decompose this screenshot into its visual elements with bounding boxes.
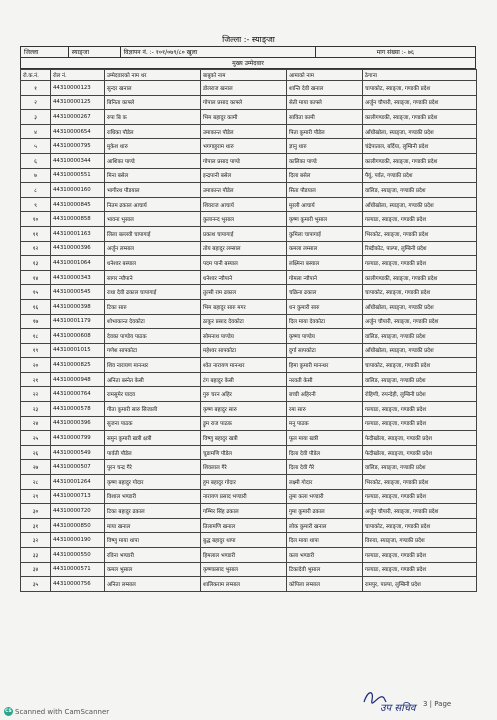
table-row — [21, 168, 477, 183]
table-cell: 44310000825 — [51, 358, 105, 373]
table-cell: टिकादेवी भुसाल — [287, 562, 363, 577]
table-cell: १४ — [21, 270, 51, 285]
table-cell: मुकेश थारु — [105, 139, 201, 154]
notice-label: विज्ञापन नं. :- १०१/०७९/८० खुला — [121, 47, 316, 57]
table-cell: अर्जुन लम्साल — [105, 241, 201, 256]
district-value: स्याङ्जा — [69, 47, 121, 57]
table-cell: गल्याङ, स्याङ्जा, गण्डकी प्रदेश — [363, 212, 477, 227]
table-row — [21, 402, 477, 417]
table-cell: कृष्ण बहादुर सारु — [201, 402, 287, 417]
table-cell: श्वेत नारायण मानन्धर — [201, 358, 287, 373]
table-cell: 44310000795 — [51, 139, 105, 154]
table-cell: टिका सारु — [105, 299, 201, 314]
table-cell: ४ — [21, 124, 51, 139]
table-cell: २ — [21, 95, 51, 110]
table-cell: 44310000713 — [51, 489, 105, 504]
table-cell: देवका पाण्डेय पाठक — [105, 329, 201, 344]
table-cell: टिका बहादुर ढकाल — [105, 504, 201, 519]
table-cell: कमला लम्साल — [287, 241, 363, 256]
table-cell: 44310000549 — [51, 445, 105, 460]
table-cell: सिता पौडयाल — [287, 183, 363, 198]
table-cell: शिव नारायण मानन्धर — [105, 358, 201, 373]
scanner-watermark — [4, 707, 109, 716]
table-cell: ३५ — [21, 577, 51, 592]
table-cell: हिमा कुमारी मानन्धर — [287, 358, 363, 373]
table-cell: ११ — [21, 226, 51, 241]
table-cell: गल्याङ, स्याङ्जा, गण्डकी प्रदेश — [363, 562, 477, 577]
table-row — [21, 124, 477, 139]
table-row — [21, 343, 477, 358]
table-cell: कालीगण्डकी, स्याङ्जा, गण्डकी प्रदेश — [363, 270, 477, 285]
table-cell: २१ — [21, 372, 51, 387]
table-cell: पदम पानी बस्याल — [201, 256, 287, 271]
table-cell: बुद्ध बहादुर थापा — [201, 533, 287, 548]
table-cell: फेदीखोला, स्याङ्जा, गण्डकी प्रदेश — [363, 445, 477, 460]
table-cell: ३ — [21, 110, 51, 125]
table-cell: ९ — [21, 197, 51, 212]
table-cell: गोपाल प्रसाद पाण्डे — [201, 153, 287, 168]
table-row — [21, 489, 477, 504]
table-cell: भिरकोट, स्याङ्जा, गण्डकी प्रदेश — [363, 475, 477, 490]
table-cell: ३२ — [21, 533, 51, 548]
table-cell: वालिङ, स्याङ्जा, गण्डकी प्रदेश — [363, 183, 477, 198]
table-cell: २७ — [21, 460, 51, 475]
table-cell: गुमा कुमारी ढकाल — [287, 504, 363, 519]
table-cell: लक्ष्मिना बस्याल — [287, 256, 363, 271]
table-cell: अर्जुन चौपारी, स्याङ्जा, गण्डकी प्रदेश — [363, 504, 477, 519]
table-cell: फेदीखोला, स्याङ्जा, गण्डकी प्रदेश — [363, 431, 477, 446]
table-cell: कालीगण्डकी, स्याङ्जा, गण्डकी प्रदेश — [363, 110, 477, 125]
table-cell: 44310000845 — [51, 197, 105, 212]
table-cell: ५ — [21, 139, 51, 154]
table-row — [21, 95, 477, 110]
table-row — [21, 358, 477, 373]
table-cell: धन कुमारी सारु — [287, 299, 363, 314]
table-cell: ८ — [21, 183, 51, 198]
table-cell: 44310001264 — [51, 475, 105, 490]
table-cell: कृष्ण बहादुर गोदार — [105, 475, 201, 490]
demand-label: माग संख्या :- ७६ — [376, 49, 414, 56]
table-cell: कृष्णा पाण्डेय — [287, 329, 363, 344]
table-cell: १० — [21, 212, 51, 227]
table-cell: १५ — [21, 285, 51, 300]
table-cell: दिल माया थापा — [287, 533, 363, 548]
table-cell: कुलानन्द भुसाल — [201, 212, 287, 227]
table-row — [21, 110, 477, 125]
scanner-text: Scanned with CamScanner — [15, 707, 110, 716]
table-cell: तिलामणि खनाल — [201, 518, 287, 533]
table-cell: 44310000654 — [51, 124, 105, 139]
table-cell: बिनिता काफ्ले — [105, 95, 201, 110]
table-cell: 44310000267 — [51, 110, 105, 125]
column-header: बाबुको नाम — [201, 70, 287, 81]
table-cell: गोमला न्यौपाने — [287, 270, 363, 285]
table-cell: लिला बल्लवी चापागाई — [105, 226, 201, 241]
table-cell: गीता कुमारी सारु सिजाली — [105, 402, 201, 417]
table-cell: २९ — [21, 489, 51, 504]
table-cell: वालिङ, स्याङ्जा, गण्डकी प्रदेश — [363, 372, 477, 387]
table-cell: मनु पाठक — [287, 416, 363, 431]
table-cell: कोपिला लम्साल — [287, 577, 363, 592]
section-title: मुख्य उम्मेदवार — [20, 58, 476, 69]
table-cell: आँधीखोला, स्याङ्जा, गण्डकी प्रदेश — [363, 343, 477, 358]
table-cell: रमा सारु — [287, 402, 363, 417]
table-cell: तोय बहादुर लम्साल — [201, 241, 287, 256]
table-cell: 44310000398 — [51, 299, 105, 314]
table-cell: २२ — [21, 387, 51, 402]
table-cell: हुम बहादुर गोदार — [201, 475, 287, 490]
table-cell: ३३ — [21, 548, 51, 563]
table-cell: 44310001163 — [51, 226, 105, 241]
table-cell: १२ — [21, 241, 51, 256]
table-row — [21, 314, 477, 329]
signature-text: उप सचिव — [380, 703, 416, 714]
table-cell: गल्याङ, स्याङ्जा, गण्डकी प्रदेश — [363, 416, 477, 431]
table-cell: १३ — [21, 256, 51, 271]
table-cell: अर्जुन चौपारी, स्याङ्जा, गण्डकी प्रदेश — [363, 95, 477, 110]
table-cell: मिना बसेल — [105, 168, 201, 183]
table-cell: 44310000190 — [51, 533, 105, 548]
table-cell: विष्णु बहादुर खत्री — [201, 431, 287, 446]
table-cell: 44310001179 — [51, 314, 105, 329]
table-cell: कुमिला चापागाई — [287, 226, 363, 241]
column-header: ठेगाना — [363, 70, 477, 81]
page-title: जिल्ला :- स्याङ्जा — [222, 35, 275, 44]
table-cell: 44310000396 — [51, 241, 105, 256]
table-cell: 44310000551 — [51, 168, 105, 183]
table-cell: गल्याङ, स्याङ्जा, गण्डकी प्रदेश — [363, 489, 477, 504]
table-cell: चापाकोट, स्याङ्जा, गण्डकी प्रदेश — [363, 358, 477, 373]
table-cell: कृष्ण कुमारी भुसाल — [287, 212, 363, 227]
table-cell: 44310000396 — [51, 416, 105, 431]
table-cell: फूल माया खत्री — [287, 431, 363, 446]
table-cell: ३१ — [21, 518, 51, 533]
table-cell: चापाकोट, स्याङ्जा, गण्डकी प्रदेश — [363, 285, 477, 300]
table-cell: माया खनाल — [105, 518, 201, 533]
table-cell: २५ — [21, 431, 51, 446]
table-cell: 44310000545 — [51, 285, 105, 300]
table-row — [21, 577, 477, 592]
table-cell: भिरकोट, स्याङ्जा, गण्डकी प्रदेश — [363, 226, 477, 241]
table-row — [21, 548, 477, 563]
table-row — [21, 197, 477, 212]
table-cell: विशाल भण्डारी — [105, 489, 201, 504]
table-header-row — [21, 70, 477, 81]
district-label: जिल्ला — [21, 47, 69, 57]
table-row — [21, 416, 477, 431]
table-row — [21, 533, 477, 548]
table-cell: शिवलाल गैरे — [201, 460, 287, 475]
candidate-table — [20, 69, 477, 592]
table-cell: विष्णु माया थापा — [105, 533, 201, 548]
table-cell: दिला देवी गैरे — [287, 460, 363, 475]
table-row — [21, 475, 477, 490]
table-cell: अनिता लम्साल — [105, 577, 201, 592]
column-header: रो.क.नं. — [21, 70, 51, 81]
table-cell: २८ — [21, 475, 51, 490]
table-row — [21, 504, 477, 519]
table-cell: अर्जुन चौपारी, स्याङ्जा, गण्डकी प्रदेश — [363, 314, 477, 329]
table-cell: 44310000858 — [51, 212, 105, 227]
table-cell: 44310001015 — [51, 343, 105, 358]
table-row — [21, 460, 477, 475]
table-cell: 44310000550 — [51, 548, 105, 563]
table-cell: भावना भुसाल — [105, 212, 201, 227]
table-cell: कमल भुसाल — [105, 562, 201, 577]
table-cell: भागीरथ पौडयाल — [105, 183, 201, 198]
table-cell: हिमलाल भण्डारी — [201, 548, 287, 563]
table-cell: सुजना पाठक — [105, 416, 201, 431]
table-cell: विरुवा, स्याङ्जा, गण्डकी प्रदेश — [363, 533, 477, 548]
table-cell: चापाकोट, स्याङ्जा, गण्डकी प्रदेश — [363, 518, 477, 533]
table-cell: राधा देवी ढकाल चापागाई — [105, 285, 201, 300]
table-cell: इन्द्रपानी बसेल — [201, 168, 287, 183]
table-cell: ड्रुम राज पाठक — [201, 416, 287, 431]
table-cell: दिल माया देवकोटा — [287, 314, 363, 329]
table-cell: गोपाल प्रसाद काफ्ले — [201, 95, 287, 110]
table-cell: 44310000756 — [51, 577, 105, 592]
table-cell: 44310000507 — [51, 460, 105, 475]
table-cell: सोमनाथ पाण्डेय — [201, 329, 287, 344]
table-cell: बच्ची अहिरनी — [287, 387, 363, 402]
table-cell: महेश्वर सापकोटा — [201, 343, 287, 358]
table-row — [21, 445, 477, 460]
table-cell: दुर्गा सापकोटा — [287, 343, 363, 358]
table-row — [21, 139, 477, 154]
column-header: रोल नं. — [51, 70, 105, 81]
column-header: आमाको नाम — [287, 70, 363, 81]
table-cell: 44310000608 — [51, 329, 105, 344]
table-cell: गुरु चरन अहिर — [201, 387, 287, 402]
table-cell: नारायण प्रसाद भण्डारी — [201, 489, 287, 504]
table-cell: 44310000799 — [51, 431, 105, 446]
table-row — [21, 153, 477, 168]
table-cell: नितम ढकाल आचार्य — [105, 197, 201, 212]
table-cell: प्रकाश चापागाई — [201, 226, 287, 241]
table-row — [21, 212, 477, 227]
table-cell: 44310000123 — [51, 81, 105, 96]
table-cell: शालिकराम लम्साल — [201, 577, 287, 592]
table-cell: वालिङ, स्याङ्जा, गण्डकी प्रदेश — [363, 460, 477, 475]
table-cell: कालीगण्डकी, स्याङ्जा, गण्डकी प्रदेश — [363, 153, 477, 168]
table-cell: आशिका पाण्डे — [105, 153, 201, 168]
table-cell: पुरन चन्द्र गैरे — [105, 460, 201, 475]
table-cell: चूडामणि पौडेल — [201, 445, 287, 460]
table-cell: गणेश सापकोटा — [105, 343, 201, 358]
table-cell: वालिङ, स्याङ्जा, गण्डकी प्रदेश — [363, 329, 477, 344]
table-cell: चापाकोट, स्याङ्जा, गण्डकी प्रदेश — [363, 81, 477, 96]
table-cell: दिला देवी पौडेल — [287, 445, 363, 460]
table-cell: २० — [21, 358, 51, 373]
table-cell: १६ — [21, 299, 51, 314]
table-cell: लक्ष्मी गोदार — [287, 475, 363, 490]
table-row — [21, 518, 477, 533]
table-cell: ज्ञानु थारु — [287, 139, 363, 154]
table-cell: २३ — [21, 402, 51, 417]
table-cell: शिवराज आचार्य — [201, 197, 287, 212]
table-cell: पैयुं, पर्वत, गण्डकी प्रदेश — [363, 168, 477, 183]
table-cell: उमाकान्त पौडेल — [201, 124, 287, 139]
table-cell: १८ — [21, 329, 51, 344]
table-cell: पार्वती पौडेल — [105, 445, 201, 460]
table-cell: रामसुमेर यादव — [105, 387, 201, 402]
table-cell: ३० — [21, 504, 51, 519]
table-cell: नरवती केसी — [287, 372, 363, 387]
table-row — [21, 562, 477, 577]
table-cell: समुन कुमारी खत्री क्षत्री — [105, 431, 201, 446]
table-cell: ६ — [21, 153, 51, 168]
table-cell: सेती माया काफ्ले — [287, 95, 363, 110]
table-cell: शान्ति देवी खनाल — [287, 81, 363, 96]
table-cell: 44310001064 — [51, 256, 105, 271]
table-cell: शोभाकान्त देवकोटा — [105, 314, 201, 329]
table-row — [21, 270, 477, 285]
table-cell: रोहिणी, रुपन्देही, लुम्बिनी प्रदेश — [363, 387, 477, 402]
table-cell: सागर न्यौपाने — [105, 270, 201, 285]
table-cell: रामपुर, पाल्पा, लुम्बिनी प्रदेश — [363, 577, 477, 592]
table-row — [21, 372, 477, 387]
table-cell: गम्भिर सिंह ढकाल — [201, 504, 287, 519]
table-cell: रुपा बि क — [105, 110, 201, 125]
table-cell: आँधीखोला, स्याङ्जा, गण्डकी प्रदेश — [363, 299, 477, 314]
table-cell: धनेश्वर बस्याल — [105, 256, 201, 271]
page-number: 3 | Page — [423, 700, 452, 708]
table-cell: 44310000344 — [51, 153, 105, 168]
table-cell: रिब्दीकोट, पाल्पा, लुम्बिनी प्रदेश — [363, 241, 477, 256]
table-cell: चंद्रेपाताल, बर्दिया, लुम्बिनी प्रदेश — [363, 139, 477, 154]
table-cell: तुल्सी राम ढकाल — [201, 285, 287, 300]
table-cell: अनिता बस्नेत केसी — [105, 372, 201, 387]
table-row — [21, 387, 477, 402]
table-cell: राधिका पौडेल — [105, 124, 201, 139]
table-cell: आँधीखोला, स्याङ्जा, गण्डकी प्रदेश — [363, 124, 477, 139]
table-cell: गल्याङ, स्याङ्जा, गण्डकी प्रदेश — [363, 548, 477, 563]
table-cell: कृष्णप्रसाद भुसाल — [201, 562, 287, 577]
table-cell: सुन्दर खनाल — [105, 81, 201, 96]
table-cell: गल्याङ, स्याङ्जा, गण्डकी प्रदेश — [363, 256, 477, 271]
table-cell: पिता कुमारी पौडेल — [287, 124, 363, 139]
table-cell: १७ — [21, 314, 51, 329]
table-cell: दिला बसेल — [287, 168, 363, 183]
table-row — [21, 329, 477, 344]
table-row — [21, 81, 477, 96]
table-row — [21, 241, 477, 256]
table-cell: टंग बहादुर केसी — [201, 372, 287, 387]
table-cell: तुमा कला भण्डारी — [287, 489, 363, 504]
table-cell: 44310000125 — [51, 95, 105, 110]
table-row — [21, 285, 477, 300]
table-row — [21, 256, 477, 271]
table-row — [21, 431, 477, 446]
table-cell: कालिका पाण्डे — [287, 153, 363, 168]
table-cell: धनेश्वर न्यौपाने — [201, 270, 287, 285]
table-cell: रविना भण्डारी — [105, 548, 201, 563]
table-cell: 44310000948 — [51, 372, 105, 387]
table-row — [21, 299, 477, 314]
table-cell: 44310000160 — [51, 183, 105, 198]
table-cell: मुरली आचार्य — [287, 197, 363, 212]
camscanner-icon: CS — [5, 709, 12, 714]
table-cell: कला भण्डारी — [287, 548, 363, 563]
table-cell: 44310000343 — [51, 270, 105, 285]
header-row — [20, 46, 476, 58]
table-cell: 44310000571 — [51, 562, 105, 577]
table-cell: १९ — [21, 343, 51, 358]
table-cell: चक्रिना ढकाल — [287, 285, 363, 300]
table-cell: भिम बहादुर कामी — [201, 110, 287, 125]
table-cell: ७ — [21, 168, 51, 183]
table-row — [21, 226, 477, 241]
table-cell: 44310000850 — [51, 518, 105, 533]
table-cell: २६ — [21, 445, 51, 460]
table-row — [21, 183, 477, 198]
table-cell: गल्याङ, स्याङ्जा, गण्डकी प्रदेश — [363, 402, 477, 417]
table-cell: उमाकान्त पौडेल — [201, 183, 287, 198]
table-body — [21, 81, 477, 592]
table-cell: डोलराज खनाल — [201, 81, 287, 96]
table-cell: भगगाहुराम थारु — [201, 139, 287, 154]
table-cell: आँधीखोला, स्याङ्जा, गण्डकी प्रदेश — [363, 197, 477, 212]
table-cell: ३४ — [21, 562, 51, 577]
table-cell: 44310000764 — [51, 387, 105, 402]
table-cell: भिम बहादुर सारु मगर — [201, 299, 287, 314]
table-cell: 44310000720 — [51, 504, 105, 519]
table-cell: 44310000578 — [51, 402, 105, 417]
table-cell: १ — [21, 81, 51, 96]
table-cell: २४ — [21, 416, 51, 431]
column-header: उम्मेदवारको नाम थर — [105, 70, 201, 81]
table-cell: साविता कामी — [287, 110, 363, 125]
table-cell: ठाकुर प्रसाद देवकोटा — [201, 314, 287, 329]
table-cell: लोक कुमारी खनाल — [287, 518, 363, 533]
